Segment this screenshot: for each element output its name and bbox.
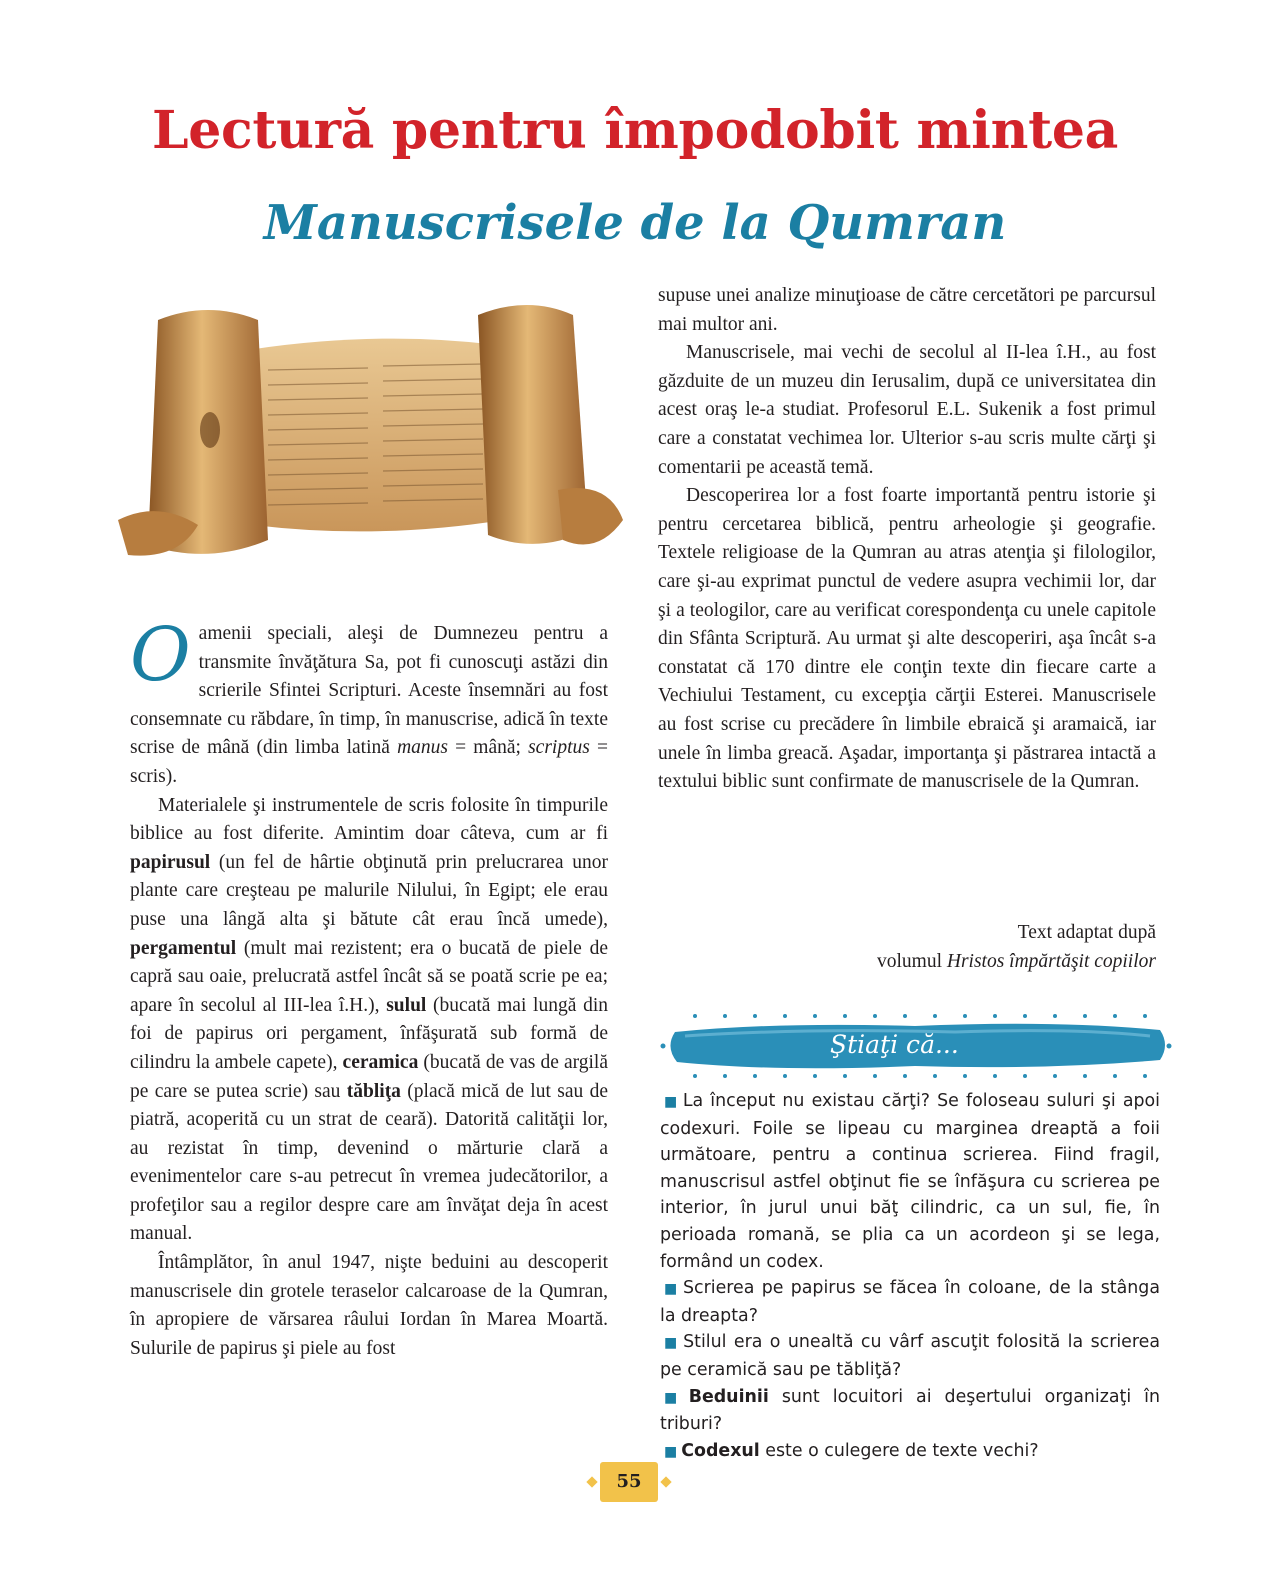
- square-bullet-icon: ■: [664, 1281, 679, 1298]
- square-bullet-icon: ■: [664, 1443, 678, 1460]
- scroll-image: [118, 290, 628, 580]
- importance-paragraph: Descoperirea lor a fost foarte importantă pentru istorie şi pentru cercetarea biblică, pentru arheologie şi geografie. Textele religioase de la Qumran au atras atenţia şi filologilor, care şi-au exprimat punctul de vedere asupra vechimii lor, dar şi a teologilor, care au verificat corespondenţa cu unele capitole din Sfânta Scriptură. Au urmat şi alte descoperiri, aşa încât s-a constatat că 170 dintre ele conţin texte din fiecare carte a Vechiului Testament, cu excepţia cărţii Esterei. Manuscrisele au fost scrise cu precădere în limbile ebraică şi aramaică, iar unele în limba greacă. Aşadar, importanţa şi păstrarea intactă a textului biblic sunt confirmate de manuscrisele de la Qumran.: [658, 485, 1156, 793]
- source-citation: Text adaptat după volumul Hristos împărtăşit copiilor: [876, 922, 1156, 972]
- list-item: ■ Codexul este o culegere de texte vechi?: [664, 1440, 1039, 1461]
- square-bullet-icon: ■: [664, 1335, 680, 1352]
- source-book-title: Hristos împărtăşit copiilor: [946, 950, 1156, 972]
- intro-paragraph: Oamenii speciali, aleşi de Dumnezeu pentru a transmite învăţătura Sa, pot fi cunoscuţi astăzi din scrierile Sfintei Scripturi. Aceste însemnări au fost consemnate cu răbdare, în timp, în manuscrise, adică în texte scrise de mână (din limba latină manus = mână; scriptus = scris).: [130, 612, 608, 787]
- square-bullet-icon: ■: [664, 1094, 679, 1110]
- analysis-paragraph: supuse unei analize minuţioase de către cercetători pe parcursul mai multor ani.: [658, 285, 1156, 335]
- did-you-know-title: Ştiaţi că...: [830, 1030, 959, 1059]
- did-you-know-list: [660, 1088, 1160, 1465]
- list-item: ■ La început nu existau cărţi? Se foloseau suluri şi apoi codexuri. Foile se lipeau cu marginea dreaptă a foii următoare, pentru a continua scrierea. Fiind fragil, manuscrisul astfel obţinut fie se înfăşura cu scrierea pe interior, în jurul unui băţ cilindric, ca un sul, fie, în perioada romană, se plia ca un acordeon şi se lega, formând un codex.: [660, 1091, 1160, 1272]
- diamond-icon: [660, 1476, 671, 1487]
- list-item: ■ Scrierea pe papirus se făcea în coloane, de la stânga la dreapta?: [660, 1278, 1160, 1326]
- article-subtitle: Manuscrisele de la Qumran: [263, 195, 1007, 251]
- drop-cap: O: [130, 612, 191, 698]
- discovery-paragraph: Întâmplător, în anul 1947, nişte beduini au descoperit manuscrisele din grotele teraselor calcaroase de la Qumran, în apropiere de vărsarea râului Iordan în Marea Moartă. Sulurile de papirus şi piele au fost: [130, 1252, 608, 1359]
- page-title: Lectură pentru împodobit mintea: [151, 100, 1119, 161]
- square-bullet-icon: ■: [664, 1389, 685, 1406]
- list-item: ■ Stilul era o unealtă cu vârf ascuţit folosită la scrierea pe ceramică sau pe tăbliţă?: [660, 1332, 1160, 1380]
- page-number: 55: [600, 1462, 658, 1502]
- list-item: ■ Beduinii sunt locuitori ai deşertului organizaţi în triburi?: [660, 1386, 1160, 1435]
- museum-paragraph: Manuscrisele, mai vechi de secolul al II-lea î.H., au fost găzduite de un muzeu din Ierusalim, după ce universitatea din acest oraş le-a studiat. Profesorul E.L. Sukenik a fost primul care a constatat vechimea lor. Ulterior s-au scris multe cărţi şi comentarii pe această temă.: [658, 342, 1156, 478]
- left-column: [130, 612, 609, 1363]
- right-column: [658, 282, 1156, 797]
- diamond-icon: [586, 1476, 597, 1487]
- materials-paragraph: Materialele şi instrumentele de scris folosite în timpurile biblice au fost diferite. Amintim doar câteva, cum ar fi papirusul (un fel de hârtie obţinută prin prelucrarea unor plante care creşteau pe malurile Nilului, în Egipt; ele erau puse una lângă alta şi bătute cât erau încă umede), pergamentul (mult mai rezistent; era o bucată de piele de capră sau oaie, prelucrată astfel încât să se poată scrie pe ea; apare în secolul al III-lea î.H.), sulul (bucată mai lungă din foi de papirus ori pergament, înfăşurată sub formă de cilindru la ambele capete), ceramica (bucată de vas de argilă pe care se putea scrie) sau tăbliţa (placă mică de lut sau de piatră, acoperită cu un strat de ceară). Datorită calităţii lor, au rezistat în timp, devenind o mărturie clară a evenimentelor care s-au petrecut în vremea judecătorilor, a profeţilor sau a regilor despre care am învăţat deja în acest manual.: [130, 794, 609, 1245]
